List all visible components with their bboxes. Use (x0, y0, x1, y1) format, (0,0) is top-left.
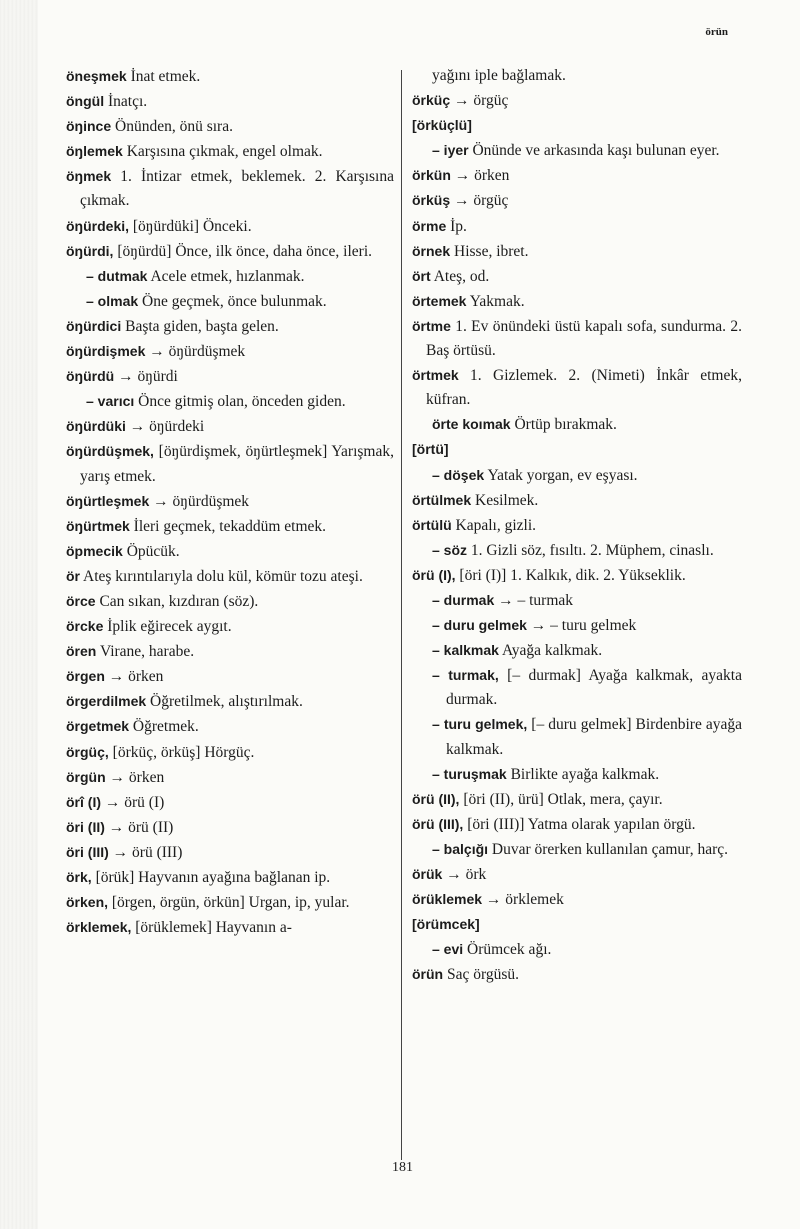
entry-definition: → örü (I) (101, 793, 165, 811)
entry-headword: örtemek (412, 292, 467, 309)
page-number: 181 (392, 1160, 413, 1175)
entry-definition: İnat etmek. (126, 68, 201, 85)
dictionary-entry (412, 437, 742, 462)
entry-definition: [örük] Hayvanın ayağına bağlanan ip. (91, 869, 331, 886)
dictionary-entry (412, 762, 742, 787)
entry-definition: yağını iple bağlamak. (432, 67, 566, 84)
entry-definition: → örk (442, 866, 487, 883)
dictionary-entry (66, 439, 394, 488)
entry-definition: Acele etmek, hızlanmak. (147, 267, 305, 285)
entry-definition: Yakmak. (466, 292, 525, 310)
entry-headword: öŋürdü (66, 368, 115, 385)
dictionary-entry (412, 812, 742, 837)
entry-definition: → örken (105, 768, 165, 786)
dictionary-entry (66, 765, 394, 790)
entry-definition: Hisse, ibret. (450, 242, 529, 260)
entry-definition: [– duru gelmek] Birdenbire ayağa kalkmak. (446, 716, 743, 758)
dictionary-entry (412, 88, 742, 113)
entry-definition: Ayağa kalkmak. (498, 642, 603, 660)
entry-headword: – balçığı (432, 840, 489, 857)
entry-definition: → örgüç (450, 192, 509, 210)
entry-definition: İleri geçmek, tekaddüm etmek. (129, 517, 327, 535)
entry-headword: örtülü (412, 516, 452, 533)
entry-headword: ört (412, 267, 431, 284)
entry-definition: 1. Gizli söz, fısıltı. 2. Müphem, cinaslı. (467, 541, 714, 559)
entry-headword: örî (I) (66, 793, 101, 810)
entry-headword: – evi (432, 941, 464, 958)
entry-headword: örküç (412, 92, 451, 109)
entry-headword: örken, (66, 894, 109, 911)
entry-headword: – turmak, (432, 667, 499, 684)
dictionary-entry (412, 862, 742, 887)
entry-headword: örce (66, 592, 96, 609)
entry-headword: öŋürdi, (66, 242, 114, 259)
entry-definition: Önce gitmiş olan, önceden giden. (134, 393, 346, 411)
entry-definition: → örü (III) (108, 843, 183, 861)
entry-headword: örü (I), (412, 566, 456, 583)
dictionary-entry (66, 339, 394, 364)
entry-headword: öŋince (66, 118, 112, 135)
dictionary-entry (412, 912, 742, 937)
right-column (412, 64, 742, 987)
entry-headword: öŋmek (66, 168, 112, 185)
entry-definition: Karşısına çıkmak, engel olmak. (122, 143, 323, 161)
dictionary-entry (412, 513, 742, 538)
dictionary-entry (66, 539, 394, 564)
entry-headword: örte koımak (432, 416, 511, 433)
dictionary-entry (412, 314, 742, 363)
entry-headword: örüklemek (412, 891, 483, 908)
left-column (66, 64, 394, 940)
entry-headword: örk, (66, 869, 92, 885)
entry-definition: [öŋürdüki] Önceki. (129, 217, 252, 235)
dictionary-entry (66, 414, 394, 439)
entry-definition: [örküç, örküş] Hörgüç. (108, 743, 255, 761)
entry-headword: öri (II) (66, 818, 105, 835)
entry-definition: Örümcek ağı. (463, 941, 552, 959)
entry-headword: örgün (66, 768, 106, 785)
dictionary-entry (412, 887, 742, 912)
entry-headword: örklemek, (66, 919, 132, 936)
entry-headword: örgetmek (66, 718, 130, 735)
dictionary-entry (66, 489, 394, 514)
dictionary-entry (66, 840, 394, 865)
entry-definition: Öne geçmek, önce bulunmak. (138, 292, 327, 310)
entry-definition: 1. İntizar etmek, beklemek. 2. Karşısına çıkmak. (80, 168, 394, 210)
entry-definition: → örken (450, 167, 510, 185)
entry-headword: – söz (432, 541, 468, 558)
dictionary-entry (66, 289, 394, 314)
dictionary-entry (66, 664, 394, 689)
dictionary-entry (66, 514, 394, 539)
dictionary-entry (412, 613, 742, 638)
entry-headword: örtme (412, 317, 451, 334)
entry-headword: örkün (412, 167, 451, 184)
entry-headword: örcke (66, 618, 104, 635)
dictionary-entry (412, 488, 742, 513)
entry-headword: öŋürtmek (66, 517, 130, 534)
dictionary-entry (412, 837, 742, 862)
entry-definition: İnatçı. (104, 93, 148, 111)
dictionary-entry (412, 113, 742, 138)
dictionary-entry (66, 740, 394, 765)
entry-definition: → öŋürdi (114, 368, 178, 386)
entry-headword: – kalkmak (432, 642, 499, 659)
entry-headword: örtülmek (412, 491, 472, 508)
dictionary-entry (66, 790, 394, 815)
entry-definition: Ateş, od. (430, 267, 490, 285)
dictionary-entry (412, 239, 742, 264)
entry-headword: örnek (412, 242, 451, 259)
entry-headword: örme (412, 217, 447, 234)
dictionary-entry (412, 214, 742, 239)
entry-definition: → – turmak (494, 591, 574, 609)
entry-definition: [öri (I)] 1. Kalkık, dik. 2. Yükseklik. (455, 566, 686, 584)
entry-definition: Saç örgüsü. (443, 966, 520, 984)
entry-definition: → örken (104, 668, 164, 686)
entry-headword: öŋürdüşmek, (66, 443, 154, 460)
entry-headword: – turu gelmek, (432, 716, 528, 733)
entry-definition: → örgüç (450, 92, 509, 110)
entry-definition: Yatak yorgan, ev eşyası. (484, 466, 638, 484)
entry-definition: [örüklemek] Hayvanın a- (131, 919, 292, 937)
dictionary-entry (412, 538, 742, 563)
dictionary-entry (66, 865, 394, 890)
dictionary-entry (412, 937, 742, 962)
dictionary-entry (66, 714, 394, 739)
entry-headword: örgen (66, 668, 105, 685)
entry-definition: Öğretmek. (129, 718, 199, 736)
dictionary-entry (412, 712, 742, 761)
entry-definition: Önünde ve arkasında kaşı bulunan eyer. (468, 142, 720, 160)
entry-definition: 1. Ev önündeki üstü kapalı sofa, sundurma. 2. Baş örtüsü. (426, 317, 742, 360)
entry-headword: örgerdilmek (66, 693, 147, 710)
dictionary-entry (66, 915, 394, 940)
dictionary-entry (66, 264, 394, 289)
entry-headword: öŋürdici (66, 317, 122, 334)
dictionary-entry (412, 412, 742, 437)
dictionary-entry (66, 64, 394, 89)
entry-definition: [öŋürdişmek, öŋürtleşmek] Yarışmak, yarış etmek. (80, 443, 394, 485)
entry-headword: örtmek (412, 367, 459, 384)
entry-definition: Başta giden, başta gelen. (121, 317, 279, 335)
dictionary-entry (66, 614, 394, 639)
entry-definition: → örü (II) (104, 818, 174, 836)
entry-definition: Kapalı, gizli. (451, 516, 537, 534)
entry-headword: öŋürdüki (66, 418, 126, 435)
dictionary-entry (66, 114, 394, 139)
entry-headword: örü (III), (412, 815, 464, 832)
entry-headword: – duru gelmek (432, 617, 527, 634)
dictionary-entry (412, 463, 742, 488)
entry-headword: – varıcı (86, 393, 135, 410)
entry-headword: öŋürtleşmek (66, 492, 150, 509)
entry-definition: 1. Gizlemek. 2. (Nimeti) İnkâr etmek, küfran. (426, 367, 742, 409)
running-head: örün (705, 26, 728, 38)
entry-definition: → öŋürdüşmek (149, 492, 250, 510)
entry-headword: örün (412, 966, 444, 983)
dictionary-entry (66, 589, 394, 614)
entry-definition: [öri (III)] Yatma olarak yapılan örgü. (463, 815, 696, 833)
entry-headword: öri (III) (66, 843, 109, 860)
entry-definition: [örtü] (412, 441, 449, 458)
entry-definition: Örtüp bırakmak. (510, 416, 617, 434)
entry-headword: öpmecik (66, 542, 123, 559)
entry-definition: [örümcek] (412, 916, 480, 933)
dictionary-entry (66, 214, 394, 239)
entry-definition: → öŋürdeki (125, 418, 205, 436)
entry-definition: → örklemek (482, 891, 564, 909)
entry-headword: – iyer (432, 142, 469, 159)
entry-headword: ör (66, 567, 80, 584)
dictionary-entry (412, 588, 742, 613)
scan-edge (0, 0, 38, 1229)
entry-headword: örük (412, 866, 443, 882)
entry-definition: [öŋürdü] Önce, ilk önce, daha önce, ileri. (113, 242, 373, 260)
dictionary-entry (66, 364, 394, 389)
dictionary-entry (66, 389, 394, 414)
dictionary-entry (412, 787, 742, 812)
dictionary-entry (66, 890, 394, 915)
entry-definition: Önünden, önü sıra. (111, 118, 233, 136)
entry-headword: ören (66, 643, 97, 660)
dictionary-entry (412, 188, 742, 213)
entry-headword: – döşek (432, 466, 485, 483)
dictionary-entry (66, 164, 394, 213)
entry-headword: örü (II), (412, 790, 460, 807)
entry-definition: İplik eğirecek aygıt. (103, 618, 232, 636)
dictionary-entry (66, 89, 394, 114)
entry-definition: Virane, harabe. (96, 643, 195, 661)
dictionary-entry (412, 962, 742, 987)
entry-definition: → öŋürdüşmek (145, 343, 246, 361)
entry-definition: [örküçlü] (412, 117, 472, 134)
dictionary-entry (412, 363, 742, 412)
dictionary-entry (412, 138, 742, 163)
entry-definition: [– durmak] Ayağa kalkmak, ayakta durmak. (446, 667, 742, 709)
entry-definition: Öğretilmek, alıştırılmak. (146, 693, 303, 711)
dictionary-entry (66, 689, 394, 714)
dictionary-entry (66, 139, 394, 164)
entry-definition: Kesilmek. (471, 491, 539, 509)
dictionary-entry (412, 638, 742, 663)
entry-definition: Duvar örerken kullanılan çamur, harç. (488, 840, 728, 858)
entry-headword: örküş (412, 192, 451, 209)
entry-headword: öŋürdeki, (66, 217, 130, 234)
entry-definition: → – turu gelmek (526, 617, 637, 635)
entry-headword: – olmak (86, 292, 139, 309)
entry-headword: öŋlemek (66, 143, 123, 160)
dictionary-entry (66, 639, 394, 664)
entry-definition: Birlikte ayağa kalkmak. (506, 765, 660, 783)
entry-headword: örgüç, (66, 743, 109, 760)
column-divider (401, 70, 402, 1160)
entry-headword: öngül (66, 93, 105, 110)
entry-definition: [öri (II), ürü] Otlak, mera, çayır. (459, 790, 663, 808)
dictionary-entry (412, 64, 742, 88)
dictionary-entry (412, 163, 742, 188)
dictionary-entry (412, 563, 742, 588)
entry-definition: Ateş kırıntılarıyla dolu kül, kömür tozu ateşi. (80, 567, 363, 585)
dictionary-entry (66, 564, 394, 589)
dictionary-entry (66, 815, 394, 840)
entry-headword: – turuşmak (432, 765, 507, 782)
entry-headword: öneşmek (66, 68, 127, 84)
dictionary-entry (66, 314, 394, 339)
entry-definition: Öpücük. (122, 542, 180, 560)
dictionary-entry (412, 264, 742, 289)
entry-headword: – dutmak (86, 267, 148, 284)
entry-definition: [örgen, örgün, örkün] Urgan, ip, yular. (108, 894, 350, 912)
entry-definition: İp. (446, 217, 467, 235)
entry-definition: Can sıkan, kızdıran (söz). (95, 592, 259, 610)
dictionary-entry (412, 289, 742, 314)
entry-headword: – durmak (432, 591, 495, 608)
dictionary-entry (412, 663, 742, 712)
entry-headword: öŋürdişmek (66, 343, 146, 360)
dictionary-entry (66, 239, 394, 264)
